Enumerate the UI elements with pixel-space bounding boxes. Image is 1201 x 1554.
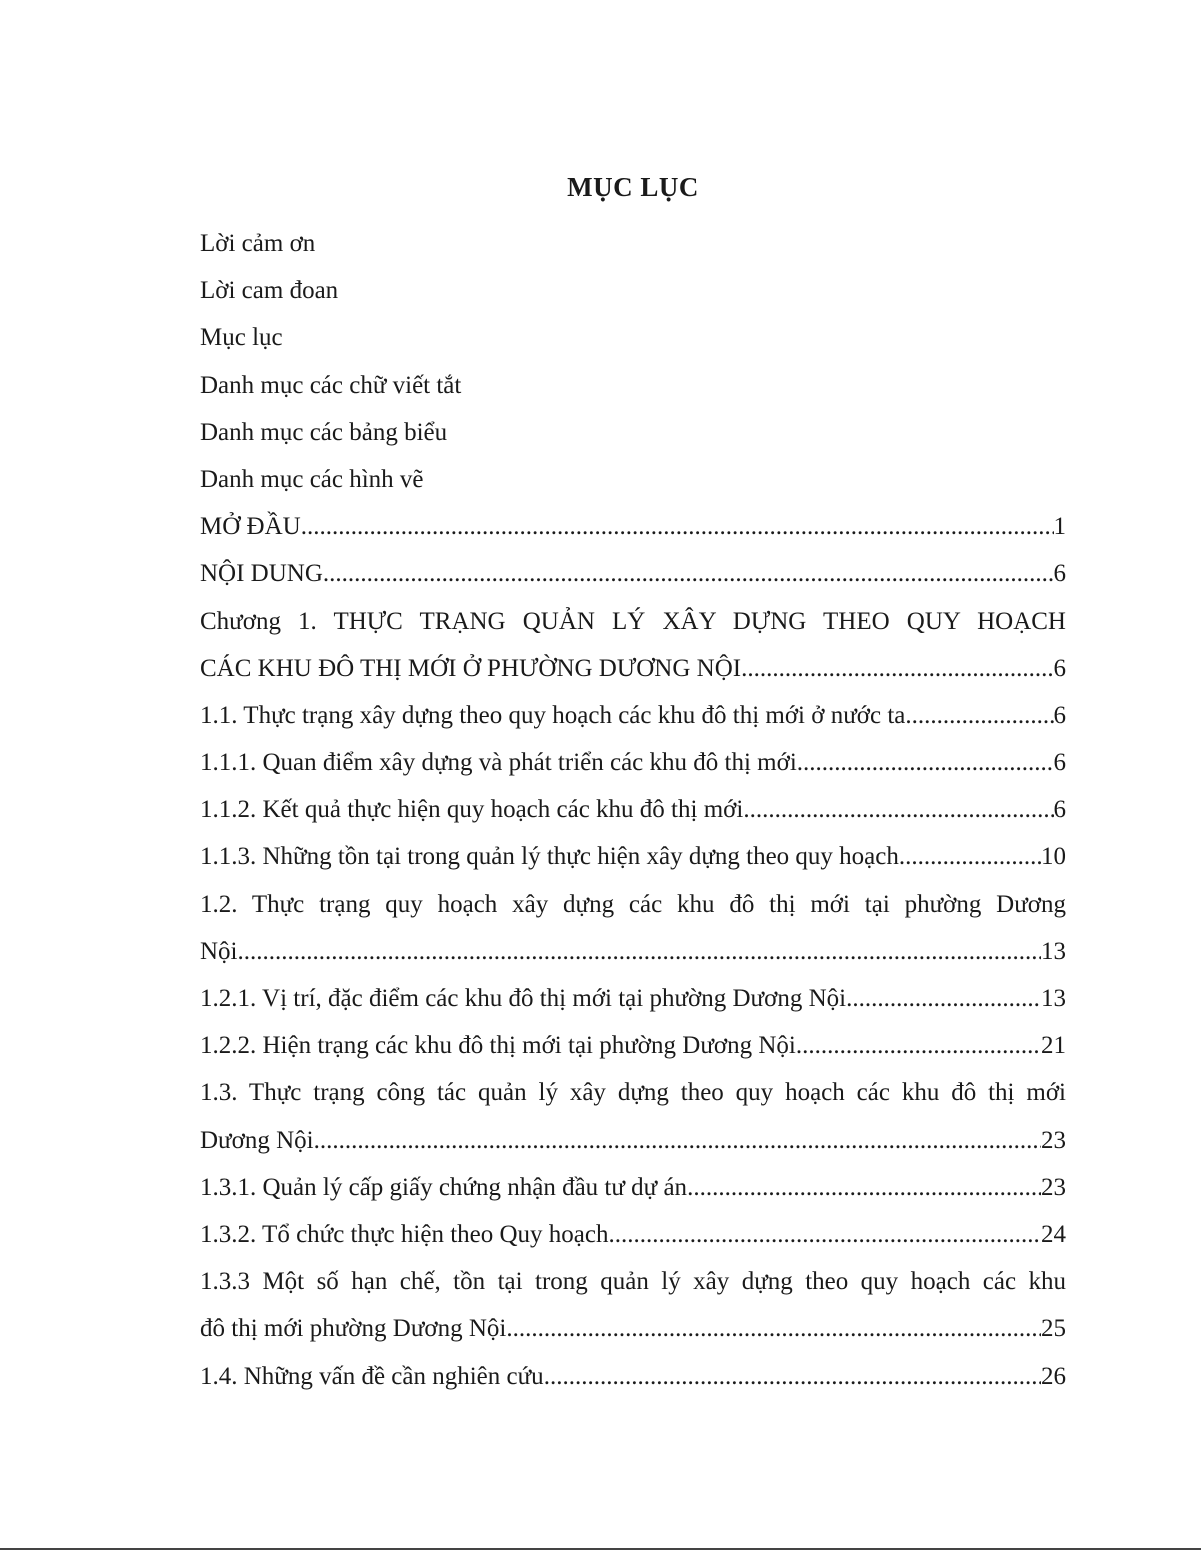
table-of-contents	[200, 220, 1066, 1400]
dot-leader	[506, 1305, 1041, 1352]
toc-page-number: 23	[1041, 1173, 1066, 1201]
toc-entry[interactable]	[200, 409, 1066, 456]
toc-entry-text: Danh mục các bảng biểu	[200, 418, 448, 446]
toc-page-number: 1	[1053, 513, 1066, 541]
toc-entry-text: Lời cảm ơn	[200, 230, 316, 257]
toc-entry[interactable]	[200, 1258, 1066, 1305]
toc-entry[interactable]	[200, 928, 1066, 975]
toc-entry-text: 1.4. Những vấn đề cần nghiên cứu	[200, 1362, 544, 1390]
toc-entry[interactable]	[200, 456, 1066, 503]
dot-leader	[314, 1117, 1041, 1164]
toc-entry-text: đô thị mới phường Dương Nội	[200, 1315, 507, 1343]
dot-leader	[905, 692, 1053, 739]
dot-leader	[797, 739, 1054, 786]
toc-page-number: 6	[1053, 560, 1066, 588]
dot-leader	[544, 1353, 1041, 1400]
toc-entry-text: Chương 1. THỰC TRẠNG QUẢN LÝ XÂY DỰNG THEO QUY HOẠCH	[200, 607, 1066, 635]
toc-page-number: 21	[1041, 1032, 1066, 1060]
toc-page-number: 10	[1041, 843, 1066, 871]
toc-entry-text: 1.3.3 Một số hạn chế, tồn tại trong quản lý xây dựng theo quy hoạch các khu	[200, 1268, 1066, 1296]
dot-leader	[687, 1164, 1041, 1211]
toc-entry[interactable]	[200, 220, 1066, 267]
toc-entry[interactable]	[200, 1069, 1066, 1116]
dot-leader	[323, 550, 1054, 597]
dot-leader	[796, 1022, 1041, 1069]
toc-entry[interactable]	[200, 1117, 1066, 1164]
toc-entry[interactable]	[200, 692, 1066, 739]
scan-edge-divider	[0, 1548, 1201, 1550]
toc-entry[interactable]	[200, 314, 1066, 361]
toc-entry[interactable]	[200, 786, 1066, 833]
dot-leader	[899, 833, 1041, 880]
dot-leader	[743, 786, 1053, 833]
dot-leader	[608, 1211, 1041, 1258]
toc-entry[interactable]	[200, 1022, 1066, 1069]
toc-entry[interactable]	[200, 1305, 1066, 1352]
toc-entry-text: Dương Nội	[200, 1126, 314, 1154]
toc-entry[interactable]	[200, 598, 1066, 645]
toc-entry-text: 1.2.2. Hiện trạng các khu đô thị mới tại phường Dương Nội	[200, 1032, 796, 1060]
dot-leader	[301, 503, 1054, 550]
toc-entry-text: 1.2. Thực trạng quy hoạch xây dựng các khu đô thị mới tại phường Dương	[200, 890, 1066, 918]
toc-page-number: 13	[1041, 937, 1066, 965]
toc-page-number: 6	[1053, 654, 1066, 682]
toc-entry[interactable]	[200, 550, 1066, 597]
toc-entry-text: Lời cam đoan	[200, 277, 339, 305]
toc-entry-text: CÁC KHU ĐÔ THỊ MỚI Ở PHƯỜNG DƯƠNG NỘI	[200, 654, 742, 682]
toc-entry-text: Mục lục	[200, 324, 283, 352]
dot-leader	[741, 645, 1053, 692]
toc-entry[interactable]	[200, 881, 1066, 928]
toc-entry[interactable]	[200, 362, 1066, 409]
page-title: MỤC LỤC	[567, 172, 699, 202]
toc-entry[interactable]	[200, 1211, 1066, 1258]
toc-page-number: 24	[1041, 1220, 1066, 1248]
toc-page-number: 6	[1053, 796, 1066, 824]
toc-entry[interactable]	[200, 833, 1066, 880]
toc-page-number: 25	[1041, 1315, 1066, 1343]
toc-entry[interactable]	[200, 739, 1066, 786]
toc-page-number: 13	[1041, 985, 1066, 1012]
toc-page-number: 23	[1041, 1126, 1066, 1154]
toc-entry-text: 1.1.1. Quan điểm xây dựng và phát triển các khu đô thị mới	[200, 749, 797, 777]
toc-entry-text: 1.1. Thực trạng xây dựng theo quy hoạch các khu đô thị mới ở nước ta	[200, 701, 906, 729]
toc-page-number: 26	[1041, 1362, 1066, 1390]
toc-entry[interactable]	[200, 645, 1066, 692]
toc-entry-text: 1.1.3. Những tồn tại trong quản lý thực hiện xây dựng theo quy hoạch	[200, 843, 899, 871]
toc-entry-text: 1.3.2. Tổ chức thực hiện theo Quy hoạch	[200, 1220, 609, 1248]
toc-entry[interactable]	[200, 975, 1066, 1022]
toc-entry[interactable]	[200, 1353, 1066, 1400]
dot-leader	[238, 928, 1042, 975]
toc-entry-text: 1.3. Thực trạng công tác quản lý xây dựng theo quy hoạch các khu đô thị mới	[200, 1079, 1066, 1107]
toc-entry-text: 1.1.2. Kết quả thực hiện quy hoạch các khu đô thị mới	[200, 796, 744, 824]
toc-entry-text: 1.2.1. Vị trí, đặc điểm các khu đô thị mới tại phường Dương Nội	[200, 985, 847, 1012]
toc-entry-text: Danh mục các chữ viết tắt	[200, 371, 462, 399]
toc-entry[interactable]	[200, 503, 1066, 550]
toc-entry[interactable]	[200, 1164, 1066, 1211]
toc-entry-text: 1.3.1. Quản lý cấp giấy chứng nhận đầu tư dự án	[200, 1173, 688, 1201]
toc-entry-text: MỞ ĐẦU	[200, 513, 301, 541]
toc-entry[interactable]	[200, 267, 1066, 314]
toc-entry-text: Nội	[200, 937, 238, 965]
dot-leader	[846, 975, 1041, 1022]
toc-page-number: 6	[1053, 701, 1066, 729]
toc-entry-text: NỘI DUNG	[200, 560, 323, 588]
toc-page-number: 6	[1053, 749, 1066, 777]
toc-entry-text: Danh mục các hình vẽ	[200, 465, 424, 493]
